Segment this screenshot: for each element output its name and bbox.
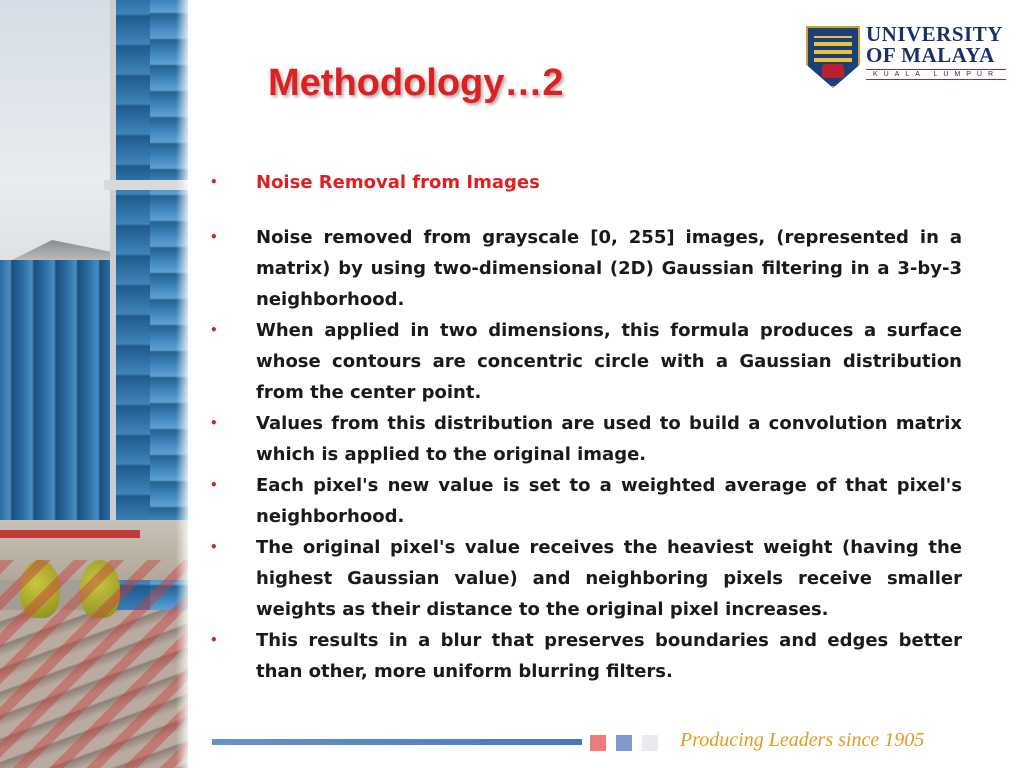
photo-red-band bbox=[0, 530, 140, 538]
photo-decorative-stripes bbox=[0, 560, 188, 768]
footer-square-grey bbox=[642, 735, 658, 751]
photo-edge-fade bbox=[176, 0, 188, 768]
bullet-text: The original pixel's value receives the heaviest weight (having the highest Gaussian value) and neighboring pixels receive smaller weights as their distance to the original pixel increases. bbox=[256, 537, 962, 620]
bullet-text: Values from this distribution are used to build a convolution matrix which is applied to the original image. bbox=[256, 413, 962, 465]
slide-title: Methodology…2 bbox=[268, 62, 564, 104]
crest-icon bbox=[806, 26, 860, 88]
bullet-dot-icon: • bbox=[210, 540, 218, 554]
bullet-dot-icon: • bbox=[210, 633, 218, 647]
bullet-dot-icon: • bbox=[210, 323, 218, 337]
bullet-text: Each pixel's new value is set to a weighted average of that pixel's neighborhood. bbox=[256, 475, 962, 527]
campus-building-photo bbox=[0, 0, 188, 768]
bullet-item bbox=[210, 222, 962, 315]
bullet-dot-icon: • bbox=[210, 230, 218, 244]
bullet-text: Noise Removal from Images bbox=[256, 172, 540, 193]
crest-tiger-panel bbox=[822, 64, 844, 78]
slide-content bbox=[210, 167, 962, 687]
bullet-dot-icon: • bbox=[210, 416, 218, 430]
bullet-item bbox=[210, 532, 962, 625]
bullet-item bbox=[210, 315, 962, 408]
bullet-item bbox=[210, 167, 962, 198]
footer-tagline: Producing Leaders since 1905 bbox=[680, 729, 925, 751]
footer-bar bbox=[212, 739, 582, 745]
bullet-dot-icon: • bbox=[210, 478, 218, 492]
bullet-list bbox=[210, 167, 962, 687]
bullet-text: When applied in two dimensions, this formula produces a surface whose contours are concentric circle with a Gaussian distribution from the center point. bbox=[256, 320, 962, 403]
crest-stripes bbox=[814, 36, 852, 62]
logo-line-2: OF MALAYA bbox=[866, 43, 995, 67]
bullet-item bbox=[210, 470, 962, 532]
bullet-text: This results in a blur that preserves boundaries and edges better than other, more uniform blurring filters. bbox=[256, 630, 962, 682]
photo-glass-wing bbox=[0, 260, 120, 520]
logo-subline: KUALA LUMPUR bbox=[866, 69, 1006, 80]
university-logo bbox=[806, 22, 1003, 88]
logo-line-1: UNIVERSITY bbox=[866, 22, 1003, 46]
bullet-text: Noise removed from grayscale [0, 255] images, (represented in a matrix) by using two-dimensional (2D) Gaussian filtering in a 3-by-3 neighborhood. bbox=[256, 227, 962, 310]
bullet-item bbox=[210, 625, 962, 687]
footer-square-red bbox=[590, 735, 606, 751]
bullet-item bbox=[210, 408, 962, 470]
bullet-dot-icon: • bbox=[210, 175, 218, 189]
footer-square-blue bbox=[616, 735, 632, 751]
logo-wordmark bbox=[866, 24, 1006, 80]
